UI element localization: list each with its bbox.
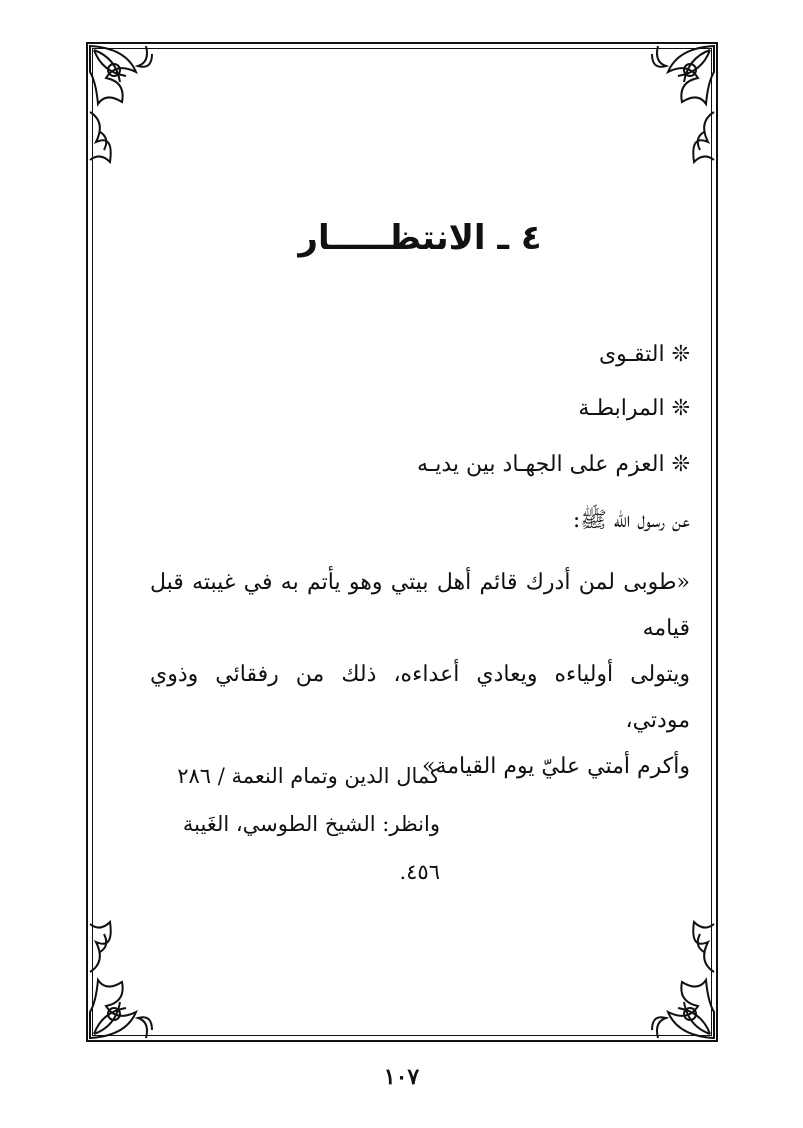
bullet-text: العزم على الجهـاد بين يديـه <box>417 452 665 477</box>
bullet-marker: ❊ <box>671 452 690 477</box>
bullet-marker: ❊ <box>671 342 690 367</box>
reference-line: وانظر: الشيخ الطوسي، الغَيبة ٤٥٦. <box>182 812 440 884</box>
chapter-title: ٤ ـ الانتظـــــار <box>298 218 542 258</box>
bullet-item <box>150 342 690 367</box>
hadith-line: ويتولى أولياءه ويعادي أعداءه، ذلك من رفقائي وذوي مودتي، <box>150 662 690 733</box>
reference-line: كمال الدين وتمام النعمة / ٢٨٦ <box>177 764 440 788</box>
hadith-attribution: عن رسول الله ﷺ: <box>572 508 690 533</box>
bullet-item <box>150 396 690 421</box>
hadith-line: وأكرم أمتي عليّ يوم القيامة» <box>422 754 690 779</box>
page-content <box>150 0 690 1128</box>
bullet-marker: ❊ <box>671 396 690 421</box>
references <box>140 752 440 896</box>
bullet-text: المرابطـة <box>578 396 665 421</box>
ornament-bottom-left <box>86 912 156 1042</box>
hadith-line: «طوبى لمن أدرك قائم أهل بيتي وهو يأتم به في غيبته قبل قيامه <box>150 570 690 641</box>
ornament-top-left <box>86 42 156 172</box>
page-number: ١٠٧ <box>383 1064 420 1090</box>
bullet-item <box>150 452 690 477</box>
bullet-text: التقـوى <box>598 342 665 367</box>
